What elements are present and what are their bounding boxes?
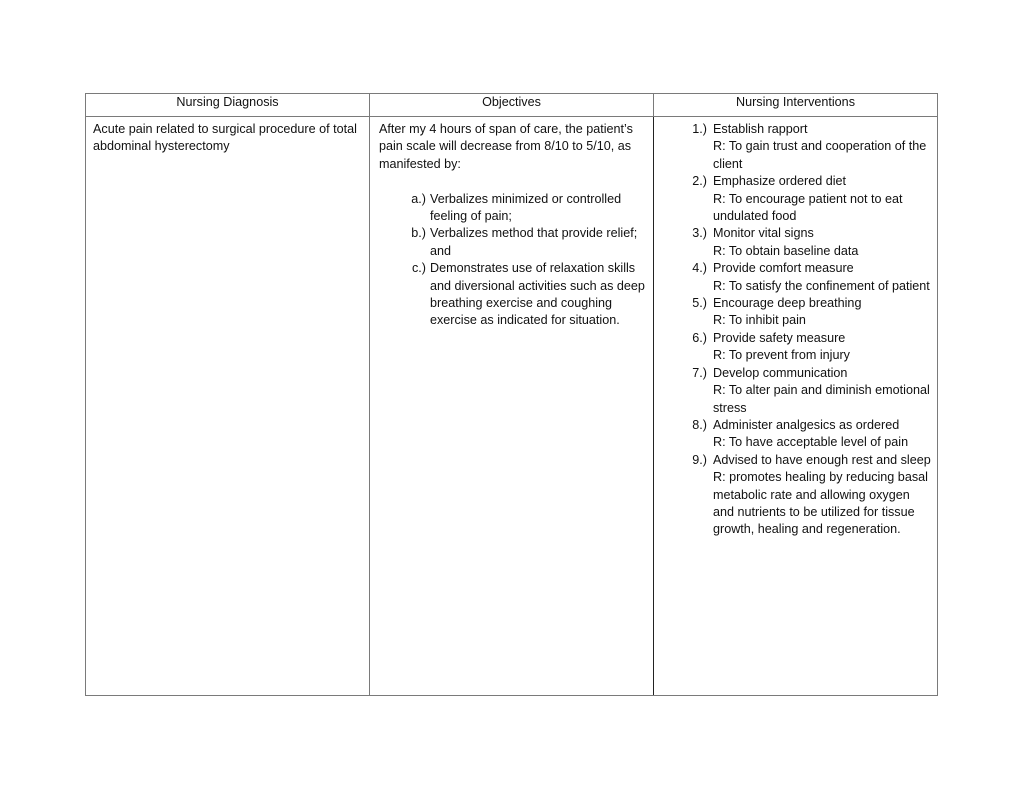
intervention-item xyxy=(661,365,931,417)
header-objectives: Objectives xyxy=(370,94,654,117)
header-nursing-diagnosis: Nursing Diagnosis xyxy=(86,94,370,117)
intervention-marker: 9.) xyxy=(692,452,707,467)
intervention-item xyxy=(661,173,931,225)
intervention-marker: 2.) xyxy=(692,174,707,189)
intervention-action: Provide safety measure xyxy=(713,330,846,345)
diagnosis-text: Acute pain related to surgical procedure of total abdominal hysterectomy xyxy=(93,122,357,154)
objective-marker: a.) xyxy=(411,191,426,206)
interventions-cell xyxy=(654,117,938,696)
intervention-marker: 6.) xyxy=(692,330,707,345)
intervention-rationale: R: To encourage patient not to eat undulated food xyxy=(713,191,903,224)
intervention-marker: 3.) xyxy=(692,226,707,241)
intervention-item xyxy=(661,225,931,260)
intervention-action: Encourage deep breathing xyxy=(713,296,862,311)
intervention-action: Provide comfort measure xyxy=(713,261,854,276)
intervention-action: Advised to have enough rest and sleep xyxy=(713,452,931,467)
intervention-marker: 5.) xyxy=(692,296,707,311)
intervention-action: Develop communication xyxy=(713,365,848,380)
objective-item xyxy=(377,191,647,226)
intervention-marker: 8.) xyxy=(692,417,707,432)
objectives-intro: After my 4 hours of span of care, the patient’s pain scale will decrease from 8/10 to 5/10, as manifested by: xyxy=(379,122,633,171)
intervention-marker: 1.) xyxy=(692,122,707,136)
nursing-care-plan-table xyxy=(85,93,938,696)
care-plan-row xyxy=(86,117,938,696)
intervention-rationale: R: To alter pain and diminish emotional stress xyxy=(713,383,930,415)
objective-marker: c.) xyxy=(412,261,426,276)
intervention-item xyxy=(661,417,931,452)
header-nursing-interventions: Nursing Interventions xyxy=(654,94,938,117)
objective-item xyxy=(377,225,647,260)
intervention-rationale: R: To satisfy the confinement of patient xyxy=(713,278,930,293)
intervention-item xyxy=(661,330,931,365)
objectives-cell xyxy=(370,117,654,696)
interventions-list xyxy=(661,121,931,539)
intervention-item xyxy=(661,121,931,173)
intervention-action: Establish rapport xyxy=(713,122,808,136)
intervention-rationale: R: To gain trust and cooperation of the client xyxy=(713,139,927,171)
diagnosis-cell xyxy=(86,117,370,696)
objective-marker: b.) xyxy=(411,226,426,241)
objective-text: Demonstrates use of relaxation skills and diversional activities such as deep breathing exercise and coughing exercise as indicated for situation. xyxy=(430,261,645,328)
objectives-list xyxy=(377,191,647,330)
intervention-rationale: R: To inhibit pain xyxy=(713,313,806,328)
intervention-rationale: R: To have acceptable level of pain xyxy=(713,435,909,450)
intervention-item xyxy=(661,260,931,295)
intervention-item xyxy=(661,452,931,539)
intervention-marker: 4.) xyxy=(692,261,707,276)
intervention-action: Emphasize ordered diet xyxy=(713,174,847,189)
intervention-action: Monitor vital signs xyxy=(713,226,814,241)
intervention-rationale: R: promotes healing by reducing basal metabolic rate and allowing oxygen and nutrients to be utilized for tissue growth, healing and regeneration. xyxy=(713,470,928,537)
intervention-marker: 7.) xyxy=(692,365,707,380)
objective-text: Verbalizes method that provide relief; and xyxy=(430,226,638,258)
objective-text: Verbalizes minimized or controlled feeling of pain; xyxy=(430,191,622,224)
intervention-rationale: R: To obtain baseline data xyxy=(713,243,859,258)
intervention-rationale: R: To prevent from injury xyxy=(713,348,850,363)
intervention-item xyxy=(661,295,931,330)
intervention-action: Administer analgesics as ordered xyxy=(713,417,900,432)
objective-item xyxy=(377,260,647,330)
header-row xyxy=(86,94,938,117)
